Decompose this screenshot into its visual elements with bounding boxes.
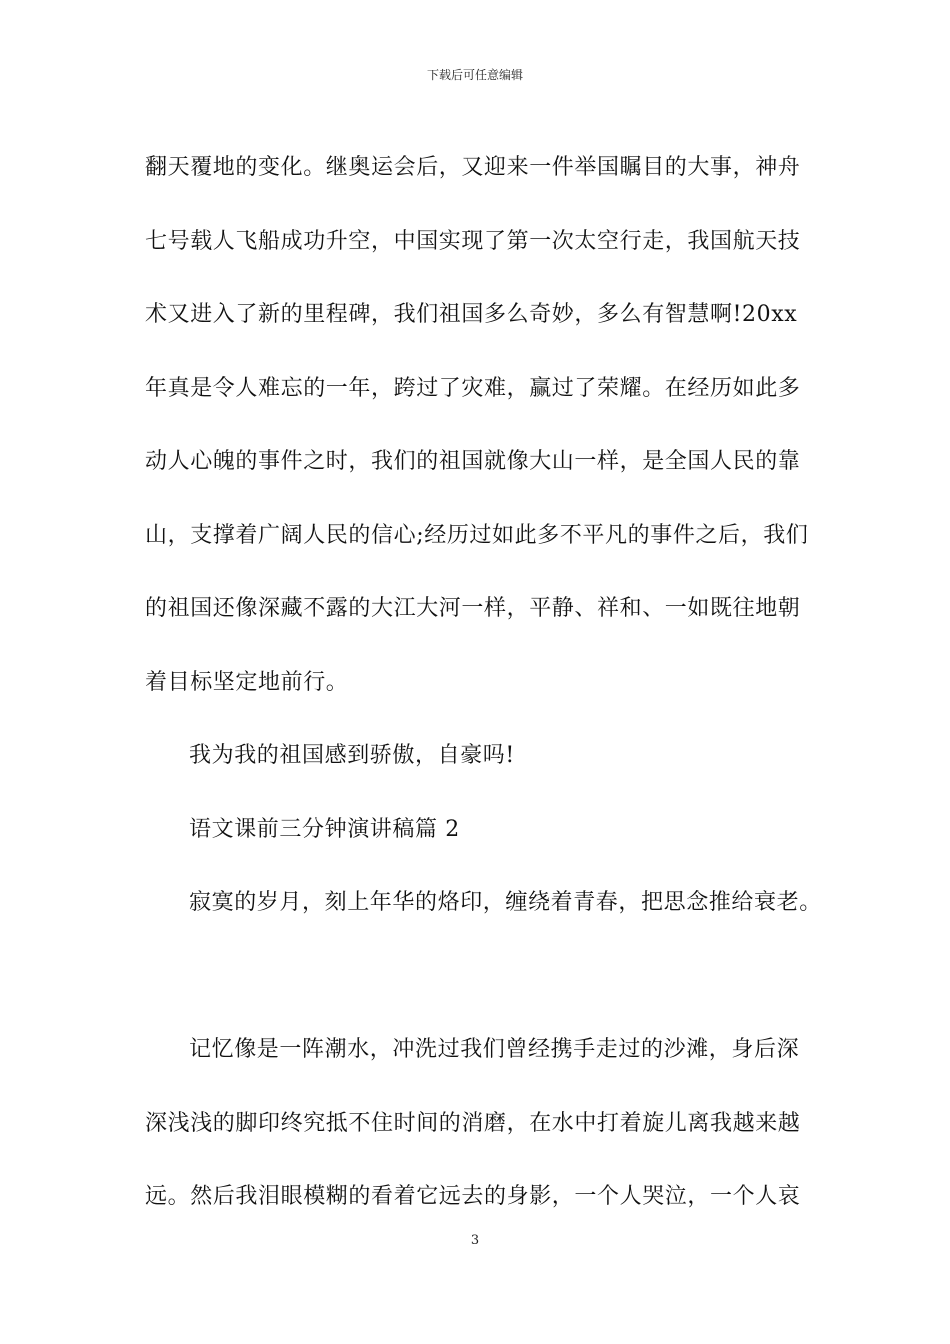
text-line: 七号载人飞船成功升空，中国实现了第一次太空行走，我国航天技 xyxy=(145,228,801,254)
text-line: 的祖国还像深藏不露的大江大河一样，平静、祥和、一如既往地朝 xyxy=(145,596,801,621)
document-body xyxy=(145,131,822,1234)
text-line: 记忆像是一阵潮水，冲洗过我们曾经携手走过的沙滩，身后深 xyxy=(189,1037,800,1062)
text-line: 深浅浅的脚印终究抵不住时间的消磨，在水中打着旋儿离我越来越 xyxy=(145,1110,801,1136)
blank-line xyxy=(145,940,815,1014)
text-line: 动人心魄的事件之时，我们的祖国就像大山一样，是全国人民的靠 xyxy=(145,449,801,474)
text-line: 术又进入了新的里程碑，我们祖国多么奇妙，多么有智慧啊!20xx xyxy=(145,302,798,327)
text-line: 着目标坚定地前行。 xyxy=(145,669,349,695)
section-heading: 语文课前三分钟演讲稿篇 2 xyxy=(189,816,460,842)
text-line: 远。然后我泪眼模糊的看着它远去的身影，一个人哭泣，一个人哀 xyxy=(145,1184,801,1209)
page-number: 3 xyxy=(470,1233,480,1248)
text-line: 年真是令人难忘的一年，跨过了灾难，赢过了荣耀。在经历如此多 xyxy=(145,375,801,401)
text-line: 寂寞的岁月，刻上年华的烙印，缠绕着青春，把思念推给衰老。 xyxy=(189,890,822,915)
page-header: 下载后可任意编辑 xyxy=(426,68,523,82)
text-line: 翻天覆地的变化。继奥运会后，又迎来一件举国瞩目的大事，神舟 xyxy=(145,155,801,180)
text-line: 我为我的祖国感到骄傲，自豪吗! xyxy=(189,743,515,768)
text-line: 山，支撑着广阔人民的信心;经历过如此多不平凡的事件之后，我们 xyxy=(145,522,809,548)
